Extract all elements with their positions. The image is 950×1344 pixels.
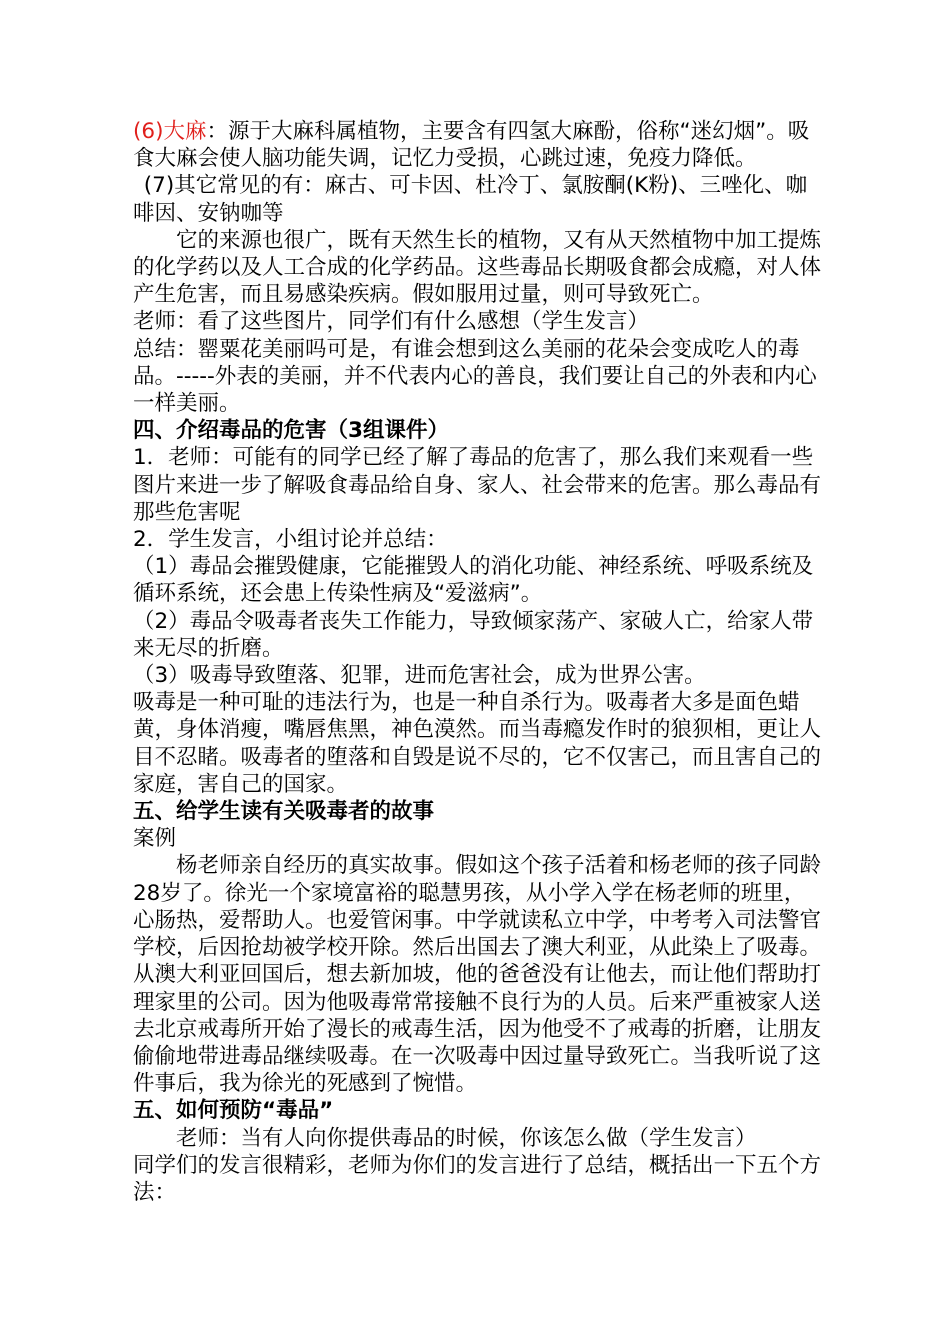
- paragraph-conclusion: 同学们的发言很精彩，老师为你们的发言进行了总结，概括出一下五个方法：: [133, 1152, 822, 1205]
- paragraph-item-1: 1．老师：可能有的同学已经了解了毒品的危害了，那么我们来观看一些图片来进一步了解吸食毒品给自身、家人、社会带来的危害。那么毒品有那些危害呢: [133, 445, 822, 525]
- paragraph-cannabis: [133, 118, 823, 172]
- paragraph-other-drugs: (7)其它常见的有：麻古、可卡因、杜冷丁、氯胺酮(K粉)、三唑化、咖啡因、安钠咖等: [133, 173, 808, 226]
- heading-section-5a: 五、给学生读有关吸毒者的故事: [133, 799, 435, 825]
- paragraph-teacher-prompt: 老师：当有人向你提供毒品的时候，你该怎么做（学生发言）: [176, 1125, 757, 1151]
- paragraph-teacher-question: 老师：看了这些图片，同学们有什么感想（学生发言）: [133, 309, 650, 335]
- highlight-cannabis: (6)大麻: [133, 119, 207, 144]
- paragraph-sources: 它的来源也很广，既有天然生长的植物，又有从天然植物中加工提炼的化学药以及人工合成的化学药品。这些毒品长期吸食都会成瘾，对人体产生危害，而且易感染疾病。假如服用过量，则可导致死亡。: [133, 227, 822, 308]
- document-page: [133, 118, 823, 1206]
- paragraph-harm-3: （3）吸毒导致堕落、犯罪，进而危害社会，成为世界公害。: [133, 663, 706, 689]
- paragraph-case-story: 杨老师亲自经历的真实故事。假如这个孩子活着和杨老师的孩子同龄28岁了。徐光一个家境富裕的聪慧男孩，从小学入学在杨老师的班里，心肠热，爱帮助人。也爱管闲事。中学就读私立中学，中考考入司法警官学校，后因抢劫被学校开除。然后出国去了澳大利亚，从此染上了吸毒。从澳大利亚回国后，想去新加坡，他的爸爸没有让他去，而让他们帮助打理家里的公司。因为他吸毒常常接触不良行为的人员。后来严重被家人送去北京戒毒所开始了漫长的戒毒生活，因为他受不了戒毒的折磨，让朋友偷偷地带进毒品继续吸毒。在一次吸毒中因过量导致死亡。当我听说了这件事后，我为徐光的死感到了惋惜。: [133, 853, 822, 1097]
- heading-section-4: 四、介绍毒品的危害（3组课件）: [133, 418, 449, 444]
- paragraph-text: ：源于大麻科属植物，主要含有四氢大麻酚，俗称“迷幻烟”。吸食大麻会使人脑功能失调，记忆力受损，心跳过速，免疫力降低。: [133, 119, 810, 172]
- paragraph-drug-behaviour: 吸毒是一种可耻的违法行为，也是一种自杀行为。吸毒者大多是面色蜡黄，身体消瘦，嘴唇焦黑，神色漠然。而当毒瘾发作时的狼狈相，更让人目不忍睹。吸毒者的堕落和自毁是说不尽的，它不仅害己，而且害自己的家庭，害自己的国家。: [133, 690, 822, 797]
- paragraph-summary: 总结：罂粟花美丽吗可是，有谁会想到这么美丽的花朵会变成吃人的毒品。-----外表的美丽，并不代表内心的善良，我们要让自己的外表和内心一样美丽。: [133, 336, 817, 417]
- paragraph-case-label: 案例: [133, 826, 177, 852]
- paragraph-item-2: 2．学生发言，小组讨论并总结：: [133, 527, 448, 553]
- paragraph-harm-2: （2）毒品令吸毒者丧失工作能力，导致倾家荡产、家破人亡，给家人带来无尽的折磨。: [133, 608, 814, 661]
- paragraph-harm-1: （1）毒品会摧毁健康，它能摧毁人的消化功能、神经系统、呼吸系统及循环系统，还会患上传染性病及“爱滋病”。: [133, 554, 814, 607]
- heading-section-5b: 五、如何预防“毒品”: [133, 1098, 334, 1124]
